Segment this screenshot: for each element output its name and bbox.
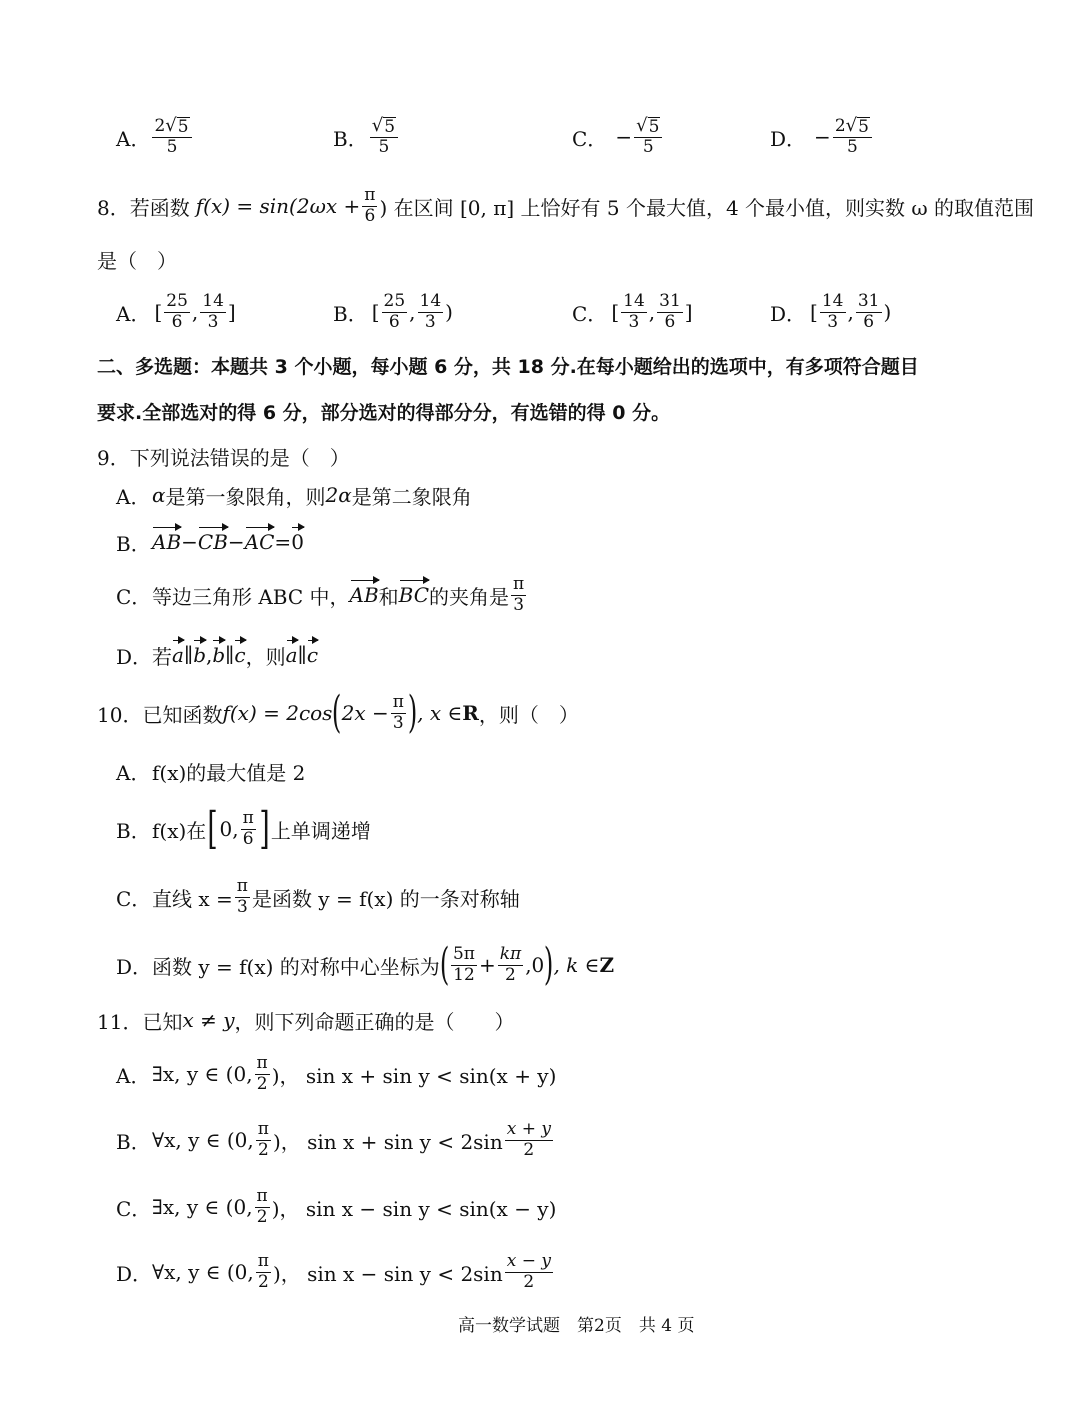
vector-ab: AB: [349, 583, 379, 607]
question-8-stem-cont: 是（ ）: [97, 249, 177, 273]
q11-option-a: A． ∃x, y ∈ (0, $\frac{\pi}{2}$ )， sin x + sin y < sin(x + y): [116, 1052, 557, 1094]
question-10-stem: 10． 已知函数 f(x) = 2cos ( 2x − $\frac{\pi}{3}$ ) , x ∈ R ，则（ ）: [97, 687, 579, 738]
fraction: √ 5 5: [634, 117, 662, 158]
option-label: D．: [770, 126, 807, 151]
question-9-stem: 9．下列说法错误的是（ ）: [97, 446, 350, 470]
q10-option-d: D． 函数 y = f(x) 的对称中心坐标为 ( $\frac{5\pi}{12}$ + $\frac{k\pi}{2}$ ,0 ) , k ∈ Z: [116, 939, 615, 990]
q7-option-b: [333, 112, 400, 162]
section-heading-line-1: 二、多选题：本题共 3 个小题，每小题 6 分，共 18 分.在每小题给出的选项中，有多项符合题目: [97, 356, 919, 378]
fraction-pi-3: $\frac{\pi}{3}$: [392, 691, 404, 733]
fraction: 2 √ 5 5: [833, 117, 872, 158]
fraction-pi-3: $\frac{\pi}{3}$: [513, 573, 525, 615]
q10-option-c: C． 直线 x = $\frac{\pi}{3}$ 是函数 y = f(x) 的一条对称轴: [116, 875, 520, 917]
q8-option-a: A． [ $\frac{25}{6}$ , $\frac{14}{3}$ ]: [116, 290, 236, 332]
q7-option-a: [116, 112, 194, 162]
section-heading-line-2: 要求.全部选对的得 6 分，部分选对的得部分分，有选错的得 0 分。: [97, 402, 671, 424]
q9-option-b: B． AB − CB − AC = 0: [116, 530, 304, 556]
q9-option-a: A． α 是第一象限角，则 2α 是第二象限角: [116, 483, 472, 509]
vector-ab: AB: [152, 530, 182, 554]
vector-bc: BC: [398, 583, 430, 607]
option-label: B．: [333, 126, 368, 151]
option-label: A．: [116, 126, 151, 151]
q9-option-d: D． 若 a ∥ b , b ∥ c ，则 a ∥ c: [116, 643, 319, 669]
q7-option-d: D． − 2 √ 5 5: [770, 112, 874, 162]
vector-b: b: [212, 643, 226, 667]
vector-cb: CB: [197, 530, 228, 554]
option-label: C．: [572, 126, 608, 151]
vector-c: c: [306, 643, 319, 667]
vector-b: b: [193, 643, 206, 667]
vector-c: c: [234, 643, 246, 667]
q10-option-b: B． f(x)在 [ 0, $\frac{\pi}{6}$ ] 上单调递增: [116, 803, 371, 854]
fraction-pi-6: $\frac{\pi}{6}$: [364, 184, 376, 226]
fraction-pi-6: $\frac{\pi}{6}$: [242, 807, 254, 849]
vector-ac: AC: [244, 530, 275, 554]
q10-option-a: A． f(x)的最大值是 2: [116, 760, 306, 785]
q11-option-d: D． ∀x, y ∈ (0, $\frac{\pi}{2}$ )， sin x − sin y < 2sin $\frac{x - y}{2}$: [116, 1250, 551, 1292]
fraction-pi-3: $\frac{\pi}{3}$: [236, 875, 248, 917]
q8-option-d: D． [ $\frac{14}{3}$ , $\frac{31}{6}$ ): [770, 290, 892, 332]
vector-a: a: [285, 643, 298, 667]
fraction: √ 5 5: [370, 117, 398, 158]
q8-option-c: C． [ $\frac{14}{3}$ , $\frac{31}{6}$ ]: [572, 290, 693, 332]
q11-option-b: B． ∀x, y ∈ (0, $\frac{\pi}{2}$ )， sin x + sin y < 2sin $\frac{x + y}{2}$: [116, 1118, 551, 1160]
vector-a: a: [172, 643, 184, 667]
q7-option-c: C． − √ 5 5: [572, 112, 664, 162]
zero-vector: 0: [291, 530, 304, 554]
question-8-stem: 8． 若函数 f(x) = sin(2ωx + $\frac{\pi}{6}$ ) 在区间 [0, π] 上恰好有 5 个最大值，4 个最小值，则实数 ω 的取值范围: [97, 184, 1035, 226]
fraction: 2 √ 5 5: [152, 117, 191, 158]
question-11-stem: 11． 已知 x ≠ y ，则下列命题正确的是（ ）: [97, 1008, 515, 1034]
page-footer: 高一数学试题 第2页 共 4 页: [458, 1316, 695, 1336]
q9-option-c: C． 等边三角形 ABC 中， AB 和 BC 的夹角是 $\frac{\pi}{3}$: [116, 573, 525, 615]
q11-option-c: C． ∃x, y ∈ (0, $\frac{\pi}{2}$ )， sin x − sin y < sin(x − y): [116, 1185, 557, 1227]
q8-option-b: B． [ $\frac{25}{6}$ , $\frac{14}{3}$ ): [333, 290, 453, 332]
